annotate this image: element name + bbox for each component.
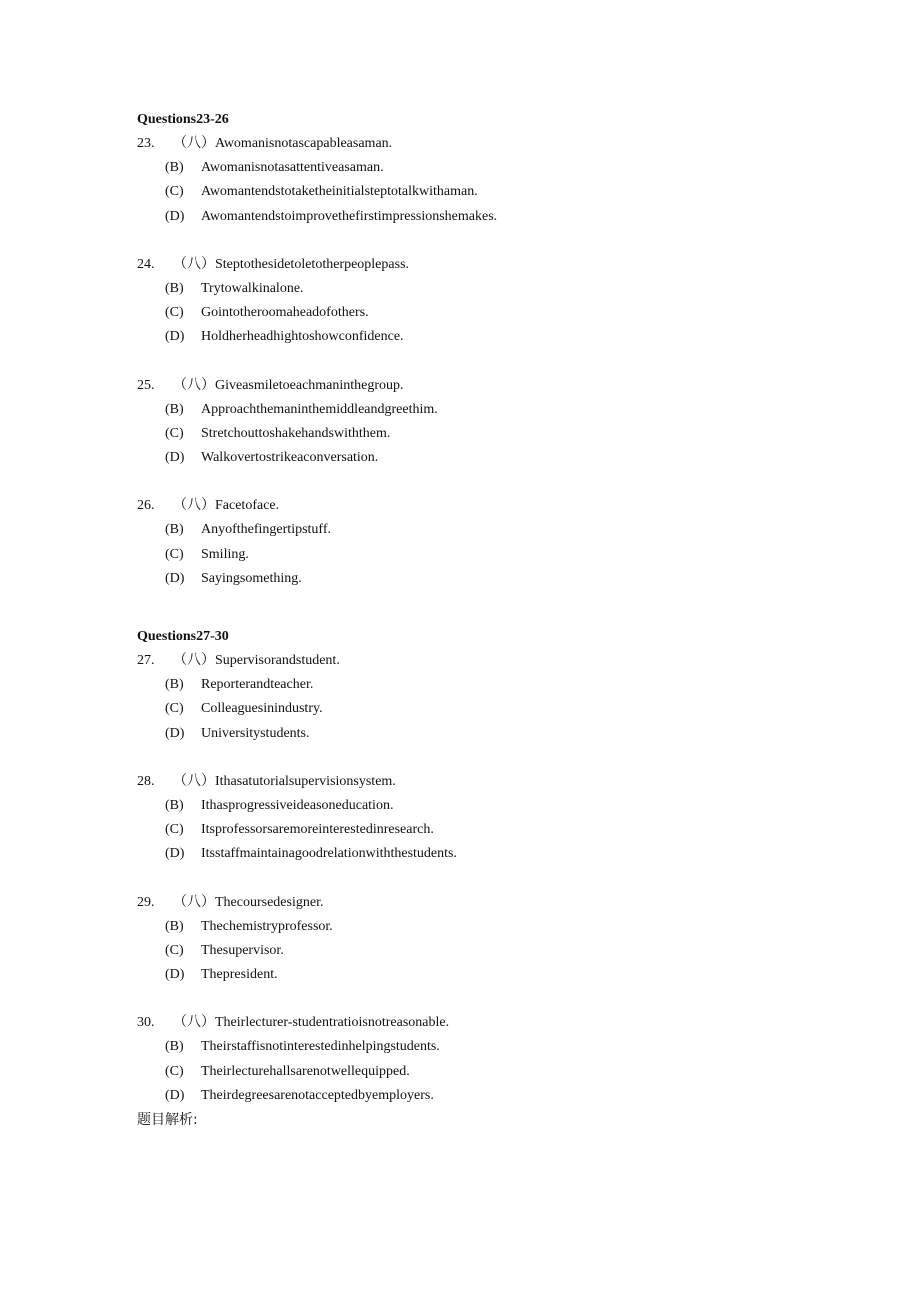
option-letter: (D) (165, 725, 185, 741)
question-number: 28. (137, 773, 155, 789)
question-29 (137, 891, 837, 988)
option-letter: (D) (165, 570, 185, 586)
option-letter: （八） (173, 894, 215, 910)
option-letter: （八） (173, 136, 215, 151)
question-number: 27. (137, 653, 155, 668)
option-text: Smiling. (201, 546, 249, 562)
option-letter: (B) (165, 160, 184, 176)
option-text: Awomantendstotaketheinitialsteptotalkwithaman. (201, 184, 478, 200)
question-27 (137, 649, 837, 746)
option-text: Approachthemaninthemiddleandgreethim. (201, 401, 438, 417)
option-letter: （八） (173, 377, 215, 393)
option-letter: （八） (173, 498, 215, 514)
option-letter: (B) (165, 401, 184, 417)
question-26 (137, 494, 837, 591)
option-text: Awomanisnotasattentiveasaman. (201, 160, 384, 176)
option-text: Universitystudents. (201, 725, 310, 741)
question-24 (137, 253, 837, 350)
option-text: Anyofthefingertipstuff. (201, 522, 331, 538)
option-text: Thesupervisor. (201, 942, 284, 958)
option-text: Itsprofessorsaremoreinterestedinresearch. (201, 822, 434, 838)
option-letter: (C) (165, 425, 184, 441)
option-text: Thechemistryprofessor. (201, 918, 333, 934)
option-text: Theirdegreesarenotacceptedbyemployers. (201, 1087, 434, 1103)
option-letter: （八） (173, 256, 215, 272)
section-heading: Questions27-30 (137, 629, 229, 644)
question-number: 24. (137, 256, 155, 272)
option-letter: (C) (165, 822, 184, 838)
question-number: 30. (137, 1015, 155, 1031)
option-text: Walkovertostrikeaconversation. (201, 450, 379, 466)
option-letter: (B) (165, 522, 184, 538)
option-letter: (C) (165, 1063, 184, 1079)
option-letter: （八） (173, 1015, 215, 1031)
document-content (137, 108, 837, 1132)
option-text: Itsstaffmaintainagoodrelationwiththestudents. (201, 846, 457, 862)
analysis-label: 题目解析: (137, 1112, 198, 1128)
option-text: Gointotheroomaheadofothers. (201, 305, 369, 321)
option-letter: (D) (165, 208, 185, 224)
option-letter: (D) (165, 450, 185, 466)
option-letter: （八） (173, 653, 215, 668)
option-letter: (C) (165, 546, 184, 562)
option-text: Thepresident. (201, 967, 278, 983)
option-letter: (C) (165, 305, 184, 321)
question-25 (137, 374, 837, 471)
option-text: Steptothesidetoletotherpeoplepass. (215, 256, 410, 272)
option-text: Thecoursedesigner. (215, 894, 324, 910)
option-letter: (C) (165, 184, 184, 200)
question-23 (137, 132, 837, 229)
option-text: Theirlecturehallsarenotwellequipped. (201, 1063, 410, 1079)
option-letter: (C) (165, 942, 184, 958)
option-letter: (B) (165, 918, 184, 934)
question-number: 25. (137, 377, 155, 393)
option-letter: (D) (165, 846, 185, 862)
question-30 (137, 1011, 837, 1108)
option-text: Theirlecturer-studentratioisnotreasonable. (215, 1015, 450, 1031)
option-text: Holdherheadhightoshowconfidence. (201, 329, 404, 345)
option-letter: （八） (173, 773, 215, 789)
option-text: Stretchouttoshakehandswiththem. (201, 425, 391, 441)
option-text: Giveasmiletoeachmaninthegroup. (215, 377, 404, 393)
option-text: Ithasprogressiveideasoneducation. (201, 797, 394, 813)
question-number: 26. (137, 498, 155, 514)
option-text: Theirstaffisnotinterestedinhelpingstudents. (201, 1039, 440, 1055)
option-text: Supervisorandstudent. (215, 653, 340, 668)
option-text: Awomanisnotascapableasaman. (215, 136, 393, 151)
option-text: Facetoface. (215, 498, 280, 514)
option-letter: (C) (165, 701, 184, 717)
option-letter: (B) (165, 1039, 184, 1055)
question-number: 23. (137, 136, 155, 151)
option-letter: (B) (165, 280, 184, 296)
option-letter: (D) (165, 967, 185, 983)
question-28 (137, 770, 837, 867)
option-text: Sayingsomething. (201, 570, 302, 586)
option-text: Reporterandteacher. (201, 677, 314, 693)
option-letter: (B) (165, 797, 184, 813)
option-text: Colleaguesinindustry. (201, 701, 323, 717)
option-text: Awomantendstoimprovethefirstimpressionshemakes. (201, 208, 498, 224)
option-letter: (D) (165, 1087, 185, 1103)
section-heading: Questions23-26 (137, 112, 229, 127)
option-text: Ithasatutorialsupervisionsystem. (215, 773, 396, 789)
option-text: Trytowalkinalone. (201, 280, 304, 296)
option-letter: (B) (165, 677, 184, 693)
option-letter: (D) (165, 329, 185, 345)
question-number: 29. (137, 894, 155, 910)
